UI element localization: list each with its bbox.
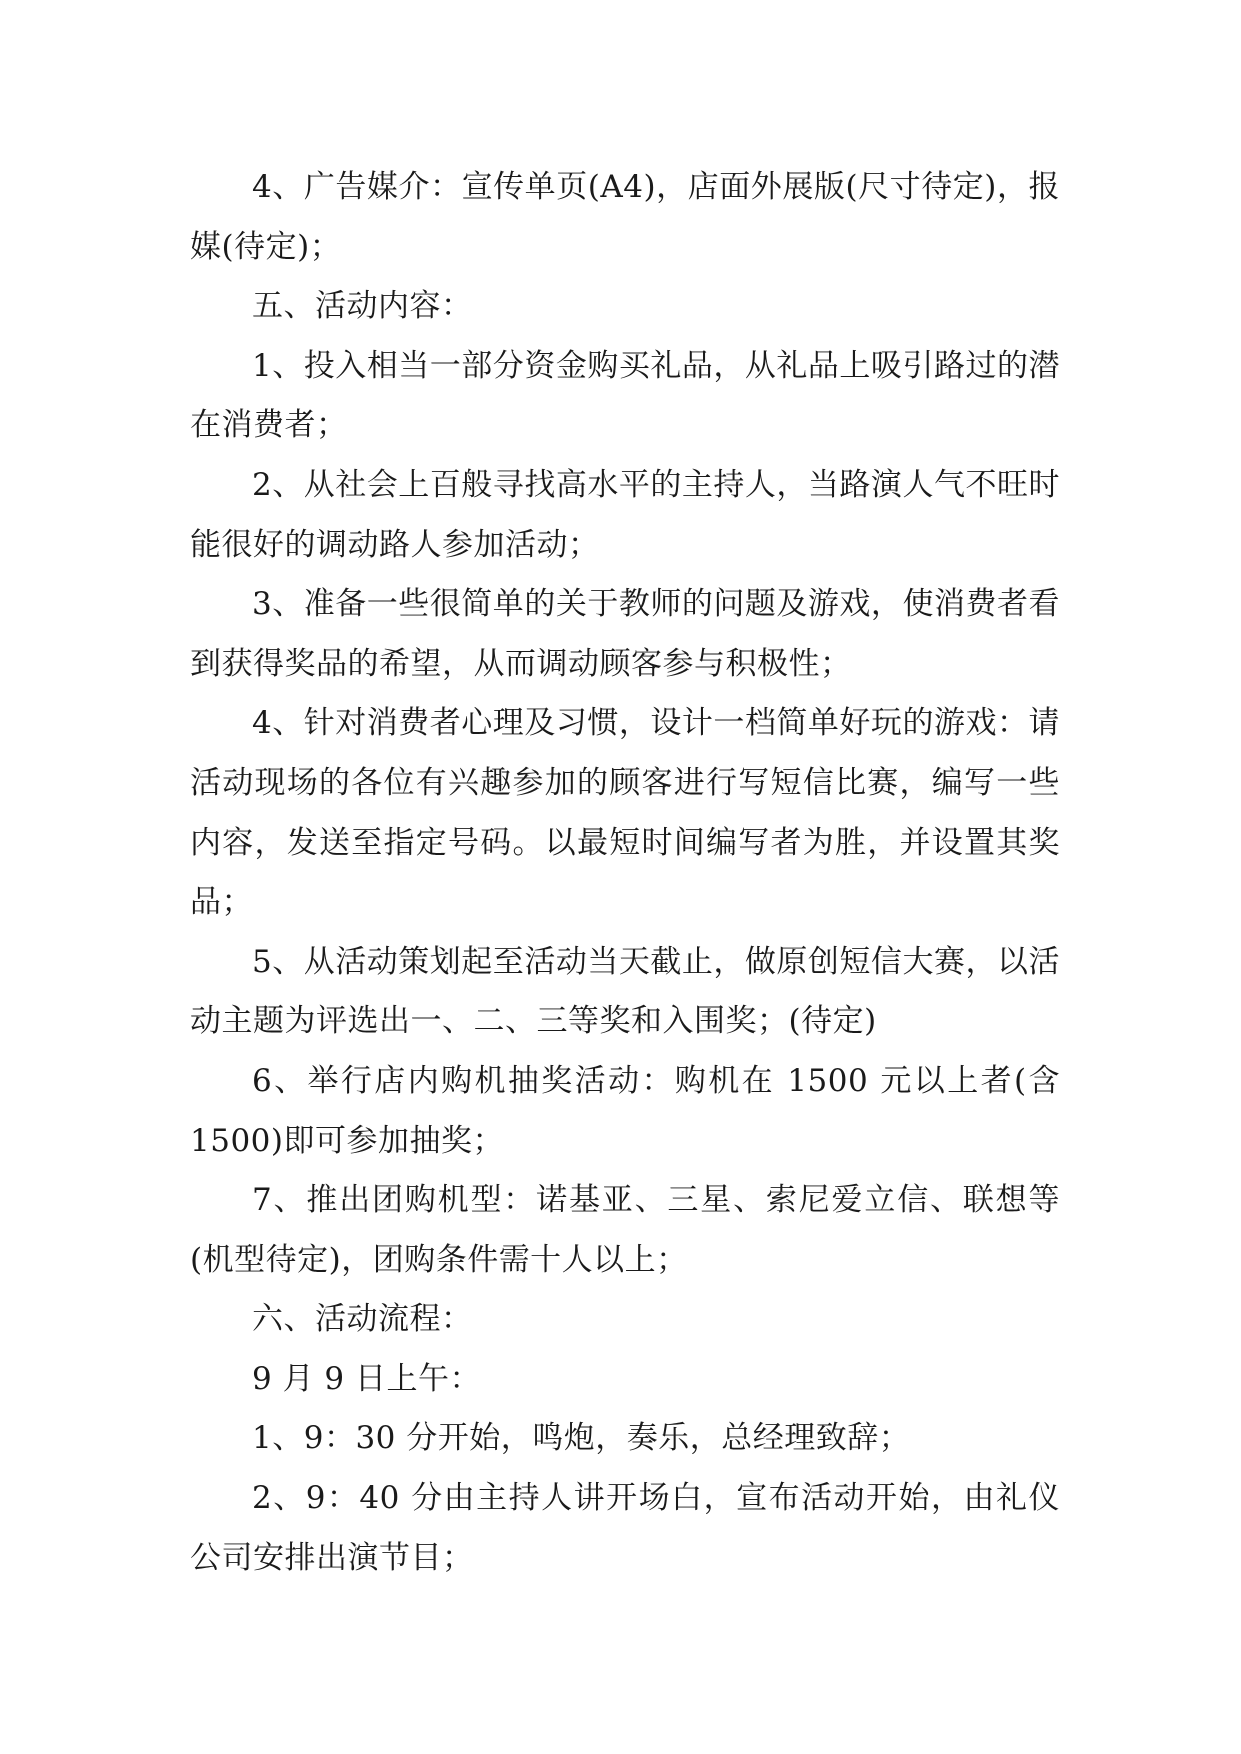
paragraph-date: 9 月 9 日上午： (252, 1360, 482, 1397)
paragraph-original-sms: 5、从活动策划起至活动当天截止，做原创短信大赛，以活动主题为评选出一、二、三等奖和入围奖；(待定) (190, 943, 1060, 1040)
document-body (190, 158, 1060, 1588)
section-heading-activity-content: 五、活动内容： (252, 288, 473, 325)
paragraph-host: 2、从社会上百般寻找高水平的主持人，当路演人气不旺时能很好的调动路人参加活动； (190, 466, 1060, 563)
paragraph-flow-step-1: 1、9：30 分开始，鸣炮，奏乐，总经理致辞； (252, 1420, 911, 1457)
paragraph-lottery: 6、举行店内购机抽奖活动：购机在 1500 元以上者(含 1500)即可参加抽奖； (190, 1062, 1060, 1159)
section-heading-activity-flow: 六、活动流程： (252, 1301, 473, 1338)
paragraph-flow-step-2: 2、9：40 分由主持人讲开场白，宣布活动开始，由礼仪公司安排出演节目； (190, 1480, 1060, 1576)
paragraph-games: 3、准备一些很简单的关于教师的问题及游戏，使消费者看到获得奖品的希望，从而调动顾客参与积极性； (190, 586, 1060, 682)
paragraph-gifts: 1、投入相当一部分资金购买礼品，从礼品上吸引路过的潜在消费者； (190, 347, 1060, 444)
paragraph-ad-media: 4、广告媒介：宣传单页(A4)，店面外展版(尺寸待定)，报媒(待定)； (190, 169, 1060, 265)
paragraph-group-buy: 7、推出团购机型：诺基亚、三星、索尼爱立信、联想等(机型待定)，团购条件需十人以上； (190, 1182, 1060, 1278)
paragraph-sms-contest: 4、针对消费者心理及习惯，设计一档简单好玩的游戏：请活动现场的各位有兴趣参加的顾客进行写短信比赛，编写一些内容，发送至指定号码。以最短时间编写者为胜，并设置其奖品； (190, 705, 1060, 921)
